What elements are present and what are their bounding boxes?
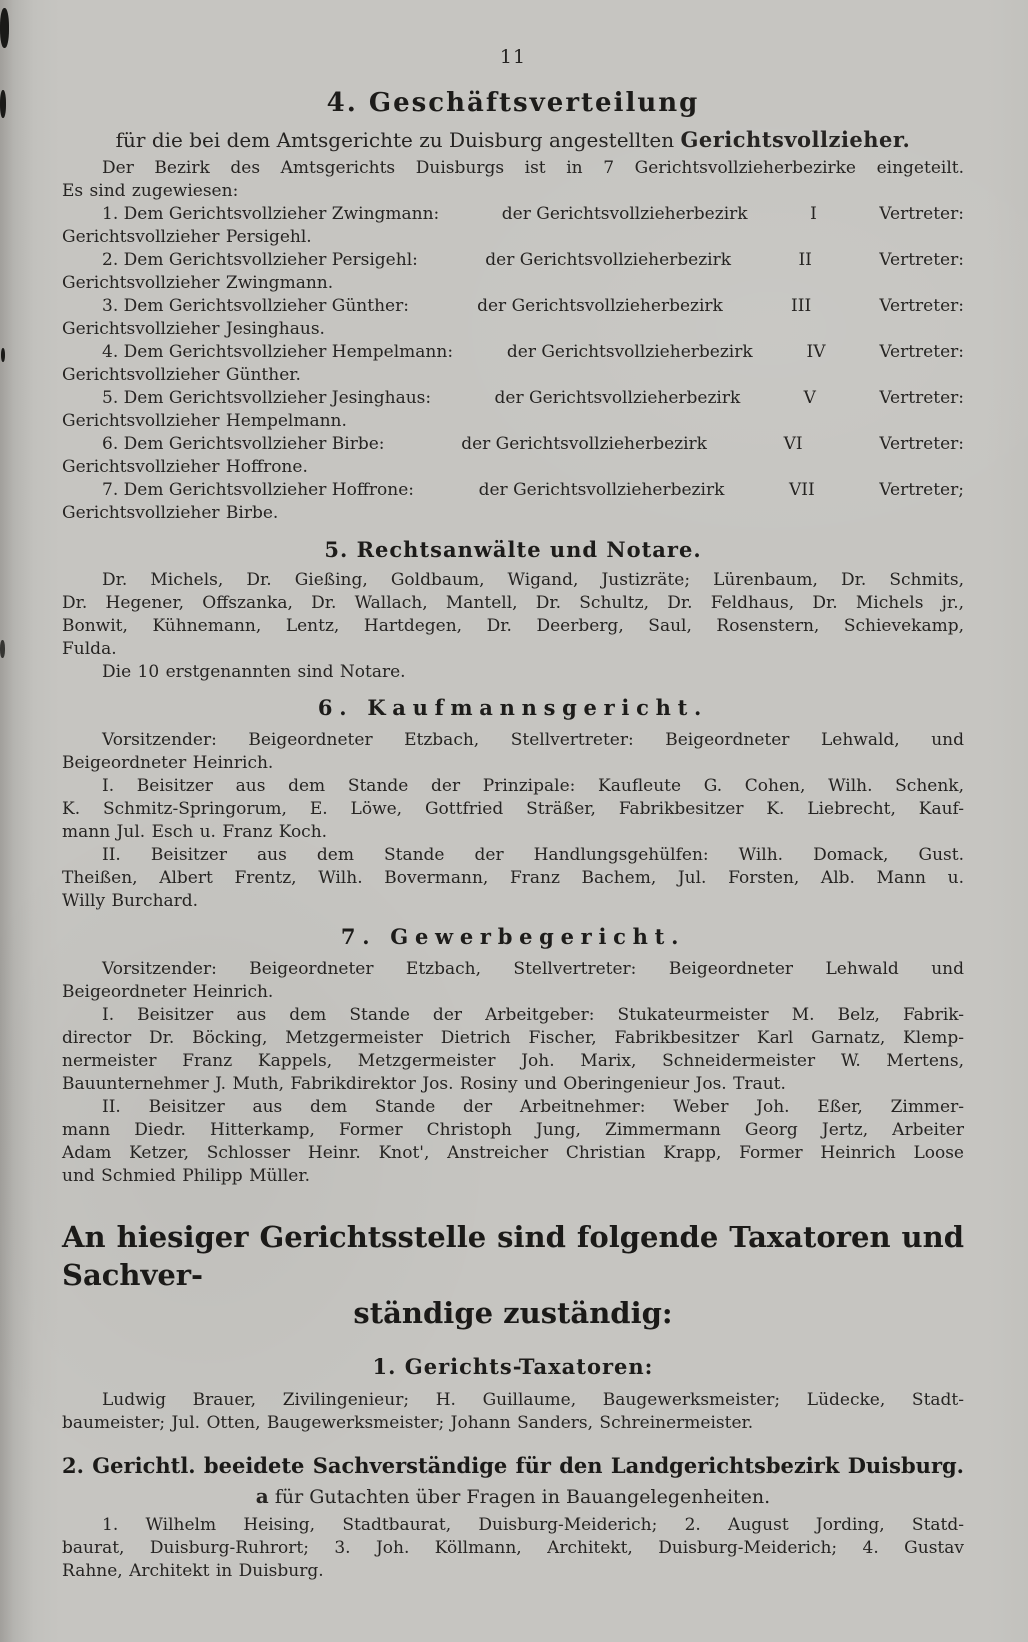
merchants-court-assessors-1 (62, 775, 964, 844)
assignment-mid: der Gerichtsvollzieherbezirk (494, 388, 741, 408)
district-roman-numeral: IV (806, 342, 826, 362)
court-taxators-heading: 1. Gerichts-Taxatoren: (372, 1354, 654, 1379)
text-line: II. Beisitzer aus dem Stande der Handlungsgehülfen: Wilh. Domack, Gust. (102, 845, 964, 865)
text-line: Fulda. (62, 639, 117, 659)
text-line: Willy Burchard. (62, 891, 199, 911)
assignment-line-2: Gerichtsvollzieher Günther. (62, 365, 301, 385)
text-line: Bonwit, Kühnemann, Lentz, Hartdegen, Dr. Deerberg, Saul, Rosenstern, Schievekamp, (62, 616, 964, 636)
text-line: Rahne, Architekt in Duisburg. (62, 1561, 324, 1581)
heading-line: An hiesiger Gerichtsstelle sind folgende Taxatoren und Sachver- (62, 1220, 964, 1292)
merchants-court-chairman (62, 729, 964, 775)
text-line: Beigeordneter Heinrich. (62, 982, 274, 1002)
assignment-mid: der Gerichtsvollzieherbezirk (477, 296, 723, 316)
assignment-lead: 1. Dem Gerichtsvollzieher Zwingmann: (102, 204, 440, 224)
text-line: mann Jul. Esch u. Franz Koch. (62, 822, 328, 842)
assignment-tail: Vertreter: (879, 342, 964, 362)
text-line: Der Bezirk des Amtsgerichts Duisburgs ist in 7 Gerichtsvollzieherbezirke eingeteilt. (102, 158, 964, 178)
notaries-note: Die 10 erstgenannten sind Notare. (102, 662, 406, 682)
scan-blemish (0, 8, 9, 48)
trade-court-chairman (62, 958, 964, 1004)
assignment-tail: Vertreter: (879, 296, 964, 316)
taxators-main-heading (62, 1218, 964, 1332)
assignment-line-1 (62, 341, 964, 364)
sworn-experts-heading: 2. Gerichtl. beeidete Sachverständige für den Landgerichtsbezirk Duisburg. (62, 1453, 964, 1478)
text-line: Dr. Hegener, Offszanka, Dr. Wallach, Mantell, Dr. Schultz, Dr. Feldhaus, Dr. Michels jr., (62, 593, 964, 613)
lawyers-paragraph (62, 569, 964, 684)
section-6-heading: 6. Kaufmannsgericht. (317, 695, 709, 720)
district-roman-numeral: I (810, 204, 817, 224)
page-content (62, 0, 964, 1583)
scan-blemish (0, 640, 5, 658)
text-line: baurat, Duisburg-Ruhrort; 3. Joh. Köllmann, Architekt, Duisburg-Meiderich; 4. Gustav (62, 1538, 964, 1558)
assignment-lead: 7. Dem Gerichtsvollzieher Hoffrone: (102, 480, 415, 500)
section-4-heading: 4. Geschäftsverteilung (326, 88, 700, 118)
assignment-tail: Vertreter: (879, 388, 964, 408)
text-line: Vorsitzender: Beigeordneter Etzbach, Stellvertreter: Beigeordneter Lehwald, und (102, 730, 964, 750)
text-line: I. Beisitzer aus dem Stande der Prinzipale: Kaufleute G. Cohen, Wilh. Schenk, (102, 776, 964, 796)
subsection-a-heading (62, 1484, 964, 1508)
assignment-line-2: Gerichtsvollzieher Jesinghaus. (62, 319, 325, 339)
assignment-item (62, 295, 964, 341)
scan-blemish (0, 90, 6, 118)
assignment-line-1 (62, 295, 964, 318)
court-taxators-paragraph (62, 1389, 964, 1435)
intro-paragraph (62, 157, 964, 203)
scan-blemish (1, 348, 5, 362)
assignment-mid: der Gerichtsvollzieherbezirk (461, 434, 707, 454)
text-line: Es sind zugewiesen: (62, 181, 239, 201)
district-roman-numeral: VI (783, 434, 803, 454)
text-line: mann Diedr. Hitterkamp, Former Christoph Jung, Zimmermann Georg Jertz, Arbeiter (62, 1120, 964, 1140)
assignment-mid: der Gerichtsvollzieherbezirk (501, 204, 748, 224)
text-line: und Schmied Philipp Müller. (62, 1166, 311, 1186)
text-line: II. Beisitzer aus dem Stande der Arbeitnehmer: Weber Joh. Eßer, Zimmer- (102, 1097, 964, 1117)
assignment-mid: der Gerichtsvollzieherbezirk (506, 342, 753, 362)
text-line: Beigeordneter Heinrich. (62, 753, 274, 773)
assignment-item (62, 387, 964, 433)
experts-list-paragraph (62, 1514, 964, 1583)
subsection-letter: a (255, 1484, 269, 1508)
trade-court-assessors-1 (62, 1004, 964, 1096)
assignment-item (62, 203, 964, 249)
subsection-title: für Gutachten über Fragen in Bauangelegenheiten. (274, 1486, 771, 1508)
assignment-lead: 4. Dem Gerichtsvollzieher Hempelmann: (102, 342, 454, 362)
section-5-heading: 5. Rechtsanwälte und Notare. (324, 537, 702, 562)
text-line: Theißen, Albert Frentz, Wilh. Bovermann, Franz Bachem, Jul. Forsten, Alb. Mann u. (62, 868, 964, 888)
section-7-heading: 7. Gewerbegericht. (340, 924, 686, 949)
assignment-tail: Vertreter: (879, 204, 964, 224)
district-roman-numeral: V (803, 388, 816, 408)
assignment-item (62, 433, 964, 479)
district-roman-numeral: VII (788, 480, 815, 500)
assignment-line-2: Gerichtsvollzieher Persigehl. (62, 227, 312, 247)
trade-court-assessors-2 (62, 1096, 964, 1188)
text-line: Vorsitzender: Beigeordneter Etzbach, Stellvertreter: Beigeordneter Lehwald und (102, 959, 964, 979)
subheading-text: für die bei dem Amtsgerichte zu Duisburg angestellten (115, 128, 675, 152)
assignment-lead: 3. Dem Gerichtsvollzieher Günther: (102, 296, 409, 316)
assignment-line-2: Gerichtsvollzieher Zwingmann. (62, 273, 334, 293)
text-line: I. Beisitzer aus dem Stande der Arbeitgeber: Stukateurmeister M. Belz, Fabrik- (102, 1005, 964, 1025)
text-line: director Dr. Böcking, Metzgermeister Dietrich Fischer, Fabrikbesitzer Karl Garnatz, Klemp- (62, 1028, 964, 1048)
assignment-item (62, 249, 964, 295)
text-line: nermeister Franz Kappels, Metzgermeister Joh. Marix, Schneidermeister W. Mertens, (62, 1051, 964, 1071)
assignment-mid: der Gerichtsvollzieherbezirk (485, 250, 732, 270)
assignment-tail: Vertreter: (879, 434, 964, 454)
assignment-line-1 (62, 203, 964, 226)
assignment-line-1 (62, 387, 964, 410)
text-line: 1. Wilhelm Heising, Stadtbaurat, Duisburg-Meiderich; 2. August Jording, Statd- (102, 1515, 964, 1535)
text-line: baumeister; Jul. Otten, Baugewerksmeister; Johann Sanders, Schreinermeister. (62, 1413, 754, 1433)
district-roman-numeral: II (798, 250, 812, 270)
text-line: Adam Ketzer, Schlosser Heinr. Knot', Anstreicher Christian Krapp, Former Heinrich Loose (62, 1143, 964, 1163)
assignment-item (62, 341, 964, 387)
assignment-line-1 (62, 249, 964, 272)
section-4-subheading (62, 127, 964, 152)
subheading-bold-text: Gerichtsvollzieher. (680, 127, 911, 152)
heading-line: ständige zuständig: (353, 1296, 673, 1330)
page-number: 11 (499, 46, 527, 68)
assignment-mid: der Gerichtsvollzieherbezirk (478, 480, 725, 500)
assignment-line-1 (62, 479, 964, 502)
assignment-line-2: Gerichtsvollzieher Hoffrone. (62, 457, 308, 477)
text-line: Bauunternehmer J. Muth, Fabrikdirektor Jos. Rosiny und Oberingenieur Jos. Traut. (62, 1074, 786, 1094)
assignment-lead: 2. Dem Gerichtsvollzieher Persigehl: (102, 250, 418, 270)
text-line: Ludwig Brauer, Zivilingenieur; H. Guillaume, Baugewerksmeister; Lüdecke, Stadt- (102, 1390, 964, 1410)
district-roman-numeral: III (791, 296, 812, 316)
assignment-tail: Vertreter; (879, 480, 964, 500)
bailiff-assignments-list (62, 203, 964, 525)
assignment-lead: 5. Dem Gerichtsvollzieher Jesinghaus: (102, 388, 432, 408)
assignment-line-1 (62, 433, 964, 456)
assignment-item (62, 479, 964, 525)
assignment-line-2: Gerichtsvollzieher Hempelmann. (62, 411, 347, 431)
assignment-tail: Vertreter: (879, 250, 964, 270)
text-line: K. Schmitz-Springorum, E. Löwe, Gottfried Sträßer, Fabrikbesitzer K. Liebrecht, Kauf- (62, 799, 964, 819)
assignment-line-2: Gerichtsvollzieher Birbe. (62, 503, 279, 523)
assignment-lead: 6. Dem Gerichtsvollzieher Birbe: (102, 434, 385, 454)
merchants-court-assessors-2 (62, 844, 964, 913)
text-line: Dr. Michels, Dr. Gießing, Goldbaum, Wigand, Justizräte; Lürenbaum, Dr. Schmits, (102, 570, 964, 590)
